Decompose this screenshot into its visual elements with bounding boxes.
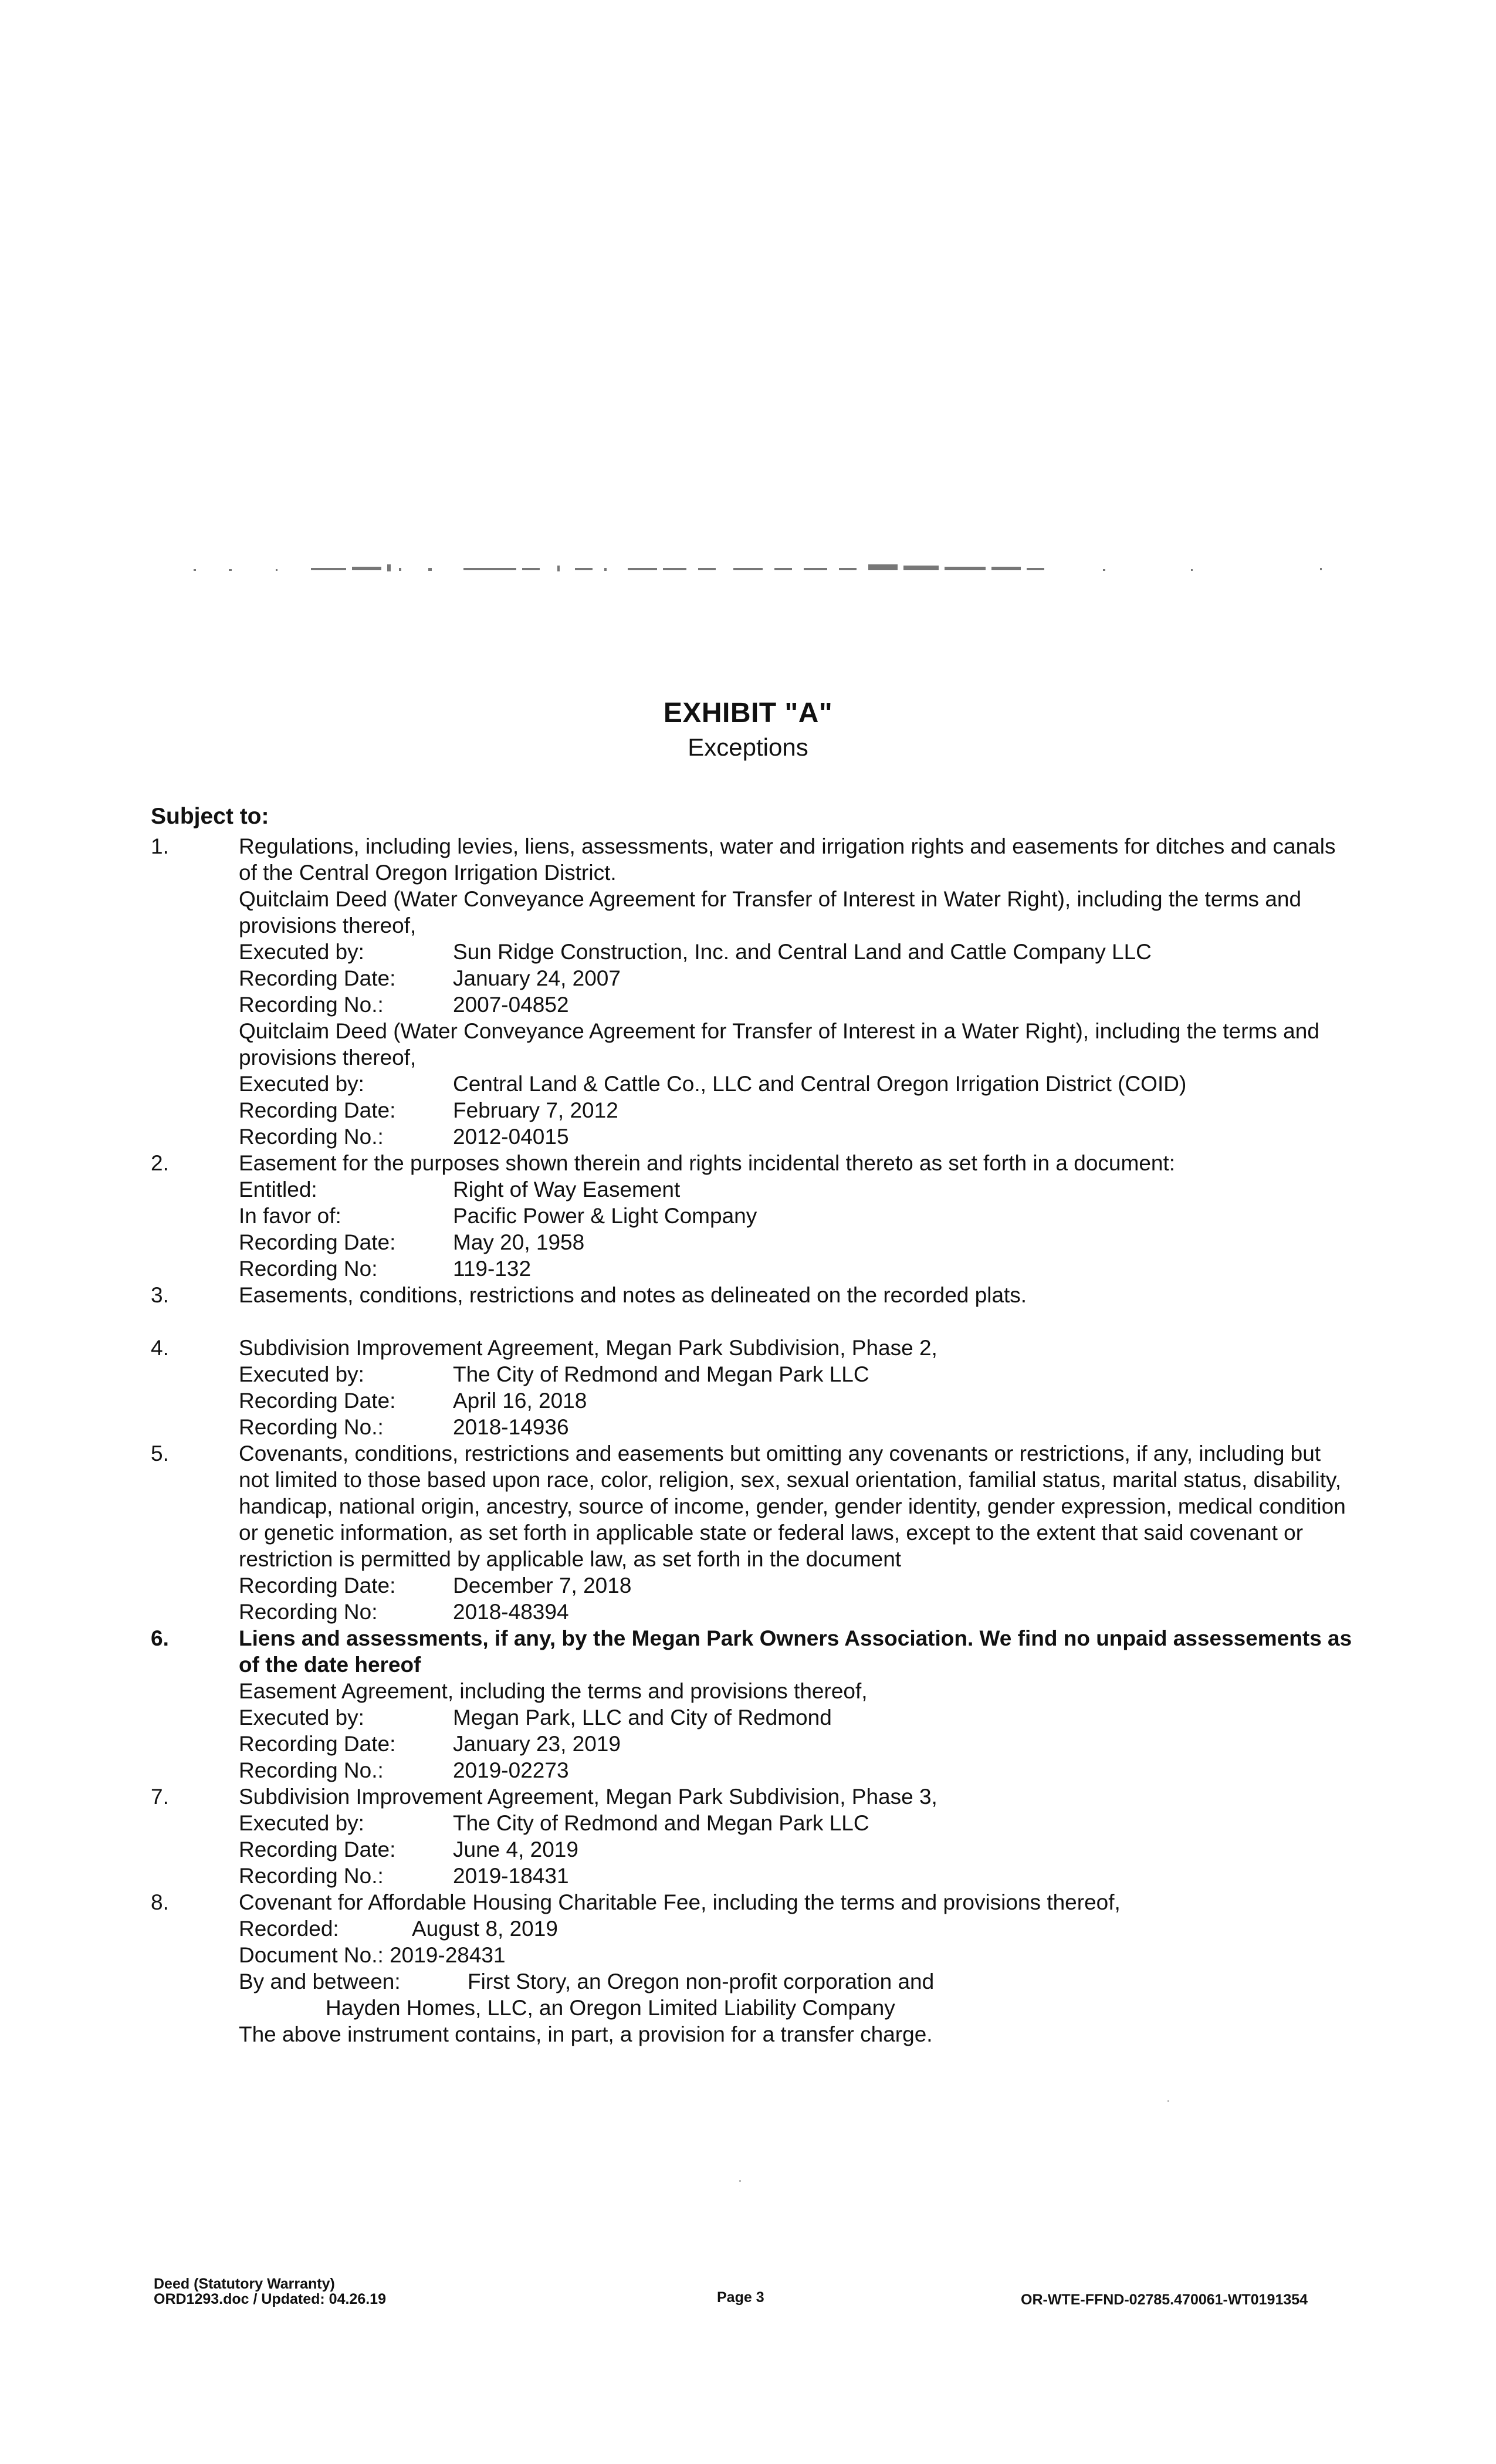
field-row bbox=[239, 1810, 1353, 1836]
exhibit-title: EXHIBIT "A" bbox=[663, 698, 833, 729]
field-row bbox=[239, 1704, 1353, 1731]
field-value: 2019-02273 bbox=[453, 1758, 569, 1782]
field-value: Pacific Power & Light Company bbox=[453, 1204, 757, 1228]
item-number: 3. bbox=[151, 1283, 169, 1307]
footer-form-info bbox=[154, 2276, 386, 2307]
field-value: April 16, 2018 bbox=[453, 1389, 587, 1413]
document-reference-number: OR-WTE-FFND-02785.470061-WT0191354 bbox=[1021, 2292, 1308, 2308]
field-value: January 23, 2019 bbox=[453, 1732, 621, 1756]
field-row bbox=[239, 1863, 1353, 1889]
item-number: 2. bbox=[151, 1151, 169, 1175]
field-label: Recording Date: bbox=[239, 1573, 396, 1597]
scan-speck bbox=[739, 2180, 741, 2182]
exception-item-8 bbox=[151, 1889, 1353, 2047]
field-value: Central Land & Cattle Co., LLC and Central Oregon Irrigation District (COID) bbox=[453, 1072, 1187, 1096]
field-value: 119-132 bbox=[453, 1257, 532, 1281]
field-value: 2012-04015 bbox=[453, 1125, 569, 1149]
item-text: Easement for the purposes shown therein and rights incidental thereto as set forth in a document: bbox=[239, 1151, 1176, 1175]
field-row bbox=[239, 1229, 1353, 1255]
item-text: Subdivision Improvement Agreement, Megan Park Subdivision, Phase 3, bbox=[239, 1785, 937, 1809]
spacer bbox=[151, 1308, 1353, 1335]
field-row bbox=[239, 1387, 1353, 1414]
field-label: Executed by: bbox=[239, 1362, 364, 1386]
field-value: January 24, 2007 bbox=[453, 966, 621, 990]
field-row bbox=[239, 1757, 1353, 1783]
field-row bbox=[239, 1572, 1353, 1599]
field-label: Recording No.: bbox=[239, 1415, 384, 1439]
item-number: 8. bbox=[151, 1890, 169, 1914]
field-row bbox=[239, 965, 1353, 991]
item-number: 1. bbox=[151, 834, 169, 858]
field-value: 2018-14936 bbox=[453, 1415, 569, 1439]
field-value: 2019-18431 bbox=[453, 1864, 569, 1888]
field-label: Recording Date: bbox=[239, 966, 396, 990]
field-label: Executed by: bbox=[239, 1811, 364, 1835]
item-number: 7. bbox=[151, 1785, 169, 1809]
exception-item-3 bbox=[151, 1282, 1353, 1308]
field-label: Recording No.: bbox=[239, 1758, 384, 1782]
field-label: Recording No.: bbox=[239, 1125, 384, 1149]
exceptions-list bbox=[151, 833, 1353, 2047]
field-label: Entitled: bbox=[239, 1177, 317, 1201]
field-row bbox=[239, 1414, 1353, 1440]
field-value: 2007-04852 bbox=[453, 993, 569, 1017]
item-text: Subdivision Improvement Agreement, Megan Park Subdivision, Phase 2, bbox=[239, 1336, 937, 1360]
field-value: Megan Park, LLC and City of Redmond bbox=[453, 1705, 832, 1729]
field-value: June 4, 2019 bbox=[453, 1837, 578, 1861]
exception-item-1 bbox=[151, 833, 1353, 1150]
item-text: Quitclaim Deed (Water Conveyance Agreement for Transfer of Interest in a Water Right), including the terms and provisions thereof, bbox=[239, 1019, 1319, 1069]
field-label: Executed by: bbox=[239, 940, 364, 964]
field-label: Recording No.: bbox=[239, 993, 384, 1017]
field-value: February 7, 2012 bbox=[453, 1098, 618, 1122]
field-value: Right of Way Easement bbox=[453, 1177, 681, 1201]
field-row bbox=[239, 1731, 1353, 1757]
exception-item-5 bbox=[151, 1440, 1353, 1625]
item-text: Easements, conditions, restrictions and notes as delineated on the recorded plats. bbox=[239, 1283, 1027, 1307]
field-label: Document No.: bbox=[239, 1943, 384, 1967]
field-label: Recording Date: bbox=[239, 1732, 396, 1756]
field-value-continued: Hayden Homes, LLC, an Oregon Limited Liability Company bbox=[326, 1996, 895, 2020]
scan-speck bbox=[1167, 2100, 1169, 2102]
field-label: Recording No: bbox=[239, 1257, 378, 1281]
scan-artifact-line bbox=[194, 559, 1326, 576]
item-text: Regulations, including levies, liens, assessments, water and irrigation rights and easements for ditches and canals of the Central Oregon Irrigation District. bbox=[239, 834, 1336, 885]
field-row bbox=[239, 1836, 1353, 1863]
field-value: First Story, an Oregon non-profit corporation and bbox=[468, 1969, 935, 1993]
field-row bbox=[239, 1599, 1353, 1625]
field-label: In favor of: bbox=[239, 1204, 341, 1228]
field-row bbox=[239, 1176, 1353, 1203]
exception-item-6 bbox=[151, 1625, 1353, 1783]
field-row bbox=[239, 1203, 1353, 1229]
footer-form-updated: ORD1293.doc / Updated: 04.26.19 bbox=[154, 2291, 386, 2307]
field-row bbox=[239, 1255, 1353, 1282]
field-value: May 20, 1958 bbox=[453, 1230, 585, 1254]
field-value: The City of Redmond and Megan Park LLC bbox=[453, 1811, 869, 1835]
exception-item-4 bbox=[151, 1335, 1353, 1440]
field-label: Recording Date: bbox=[239, 1230, 396, 1254]
item-text: Covenant for Affordable Housing Charitable Fee, including the terms and provisions thereof, bbox=[239, 1890, 1121, 1914]
field-value: The City of Redmond and Megan Park LLC bbox=[453, 1362, 869, 1386]
field-label: Recording Date: bbox=[239, 1837, 396, 1861]
field-row bbox=[239, 1361, 1353, 1387]
field-label: Recording No.: bbox=[239, 1864, 384, 1888]
page-number: Page 3 bbox=[717, 2289, 764, 2306]
item-number: 4. bbox=[151, 1336, 169, 1360]
exception-item-7 bbox=[151, 1783, 1353, 1889]
exception-item-2 bbox=[151, 1150, 1353, 1282]
field-row bbox=[239, 1123, 1353, 1150]
subject-to-label: Subject to: bbox=[151, 804, 269, 829]
item-number: 5. bbox=[151, 1441, 169, 1465]
item-text: Covenants, conditions, restrictions and easements but omitting any covenants or restrictions, if any, including but not limited to those based upon race, color, religion, sex, sexual orientation, familial status, marital status, disability, handicap, national origin, ancestry, source of income, gender, gender identity, gender expression, medical condition or genetic information, as set forth in applicable state or federal laws, except to the extent that said covenant or restriction is permitted by applicable law, as set forth in the document bbox=[239, 1441, 1346, 1571]
exhibit-subtitle: Exceptions bbox=[688, 733, 808, 761]
field-value: 2019-28431 bbox=[390, 1943, 506, 1967]
field-value: Sun Ridge Construction, Inc. and Central Land and Cattle Company LLC bbox=[453, 940, 1152, 964]
field-row bbox=[239, 1942, 1353, 1968]
field-row bbox=[239, 1968, 1353, 1995]
field-label: Recording Date: bbox=[239, 1098, 396, 1122]
item-text: Quitclaim Deed (Water Conveyance Agreement for Transfer of Interest in Water Right), including the terms and provisions thereof, bbox=[239, 887, 1302, 937]
field-label: Recording Date: bbox=[239, 1389, 396, 1413]
field-row bbox=[239, 1097, 1353, 1123]
footer-form-name: Deed (Statutory Warranty) bbox=[154, 2276, 335, 2292]
item-number: 6. bbox=[151, 1626, 169, 1650]
field-label: Recorded: bbox=[239, 1917, 339, 1941]
item-text: Easement Agreement, including the terms and provisions thereof, bbox=[239, 1679, 868, 1703]
field-label: Executed by: bbox=[239, 1072, 364, 1096]
field-label: Executed by: bbox=[239, 1705, 364, 1729]
field-label: By and between: bbox=[239, 1969, 401, 1993]
field-label: Recording No: bbox=[239, 1600, 378, 1624]
field-value: December 7, 2018 bbox=[453, 1573, 632, 1597]
item-text-bold: Liens and assessments, if any, by the Megan Park Owners Association. We find no unpaid assessements as of the date hereof bbox=[239, 1626, 1352, 1677]
field-row bbox=[239, 991, 1353, 1018]
field-value: 2018-48394 bbox=[453, 1600, 569, 1624]
item-closing-text: The above instrument contains, in part, a provision for a transfer charge. bbox=[239, 2022, 933, 2046]
field-row bbox=[239, 939, 1353, 965]
field-row bbox=[239, 1071, 1353, 1097]
field-value: August 8, 2019 bbox=[412, 1917, 558, 1941]
field-row bbox=[239, 1915, 1353, 1942]
